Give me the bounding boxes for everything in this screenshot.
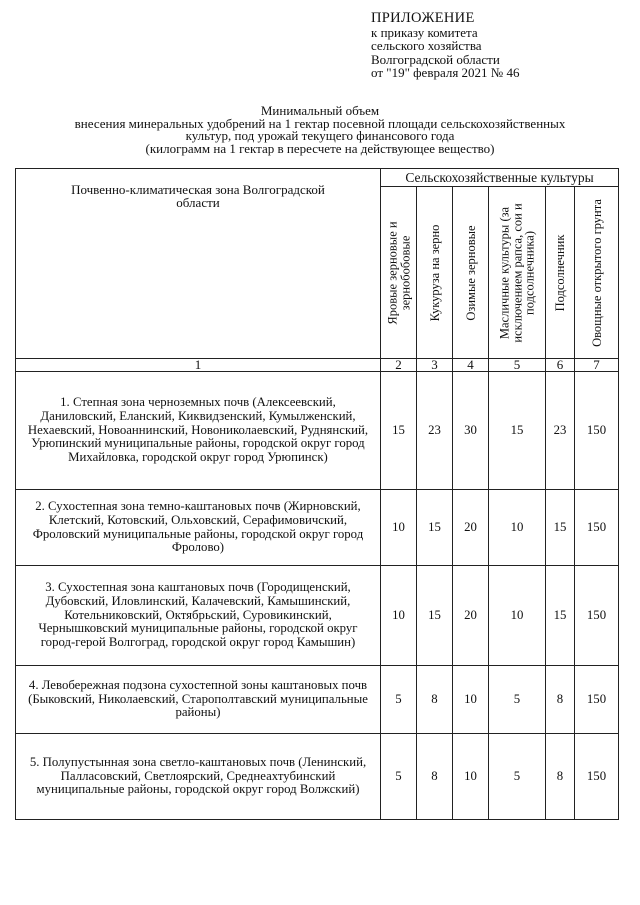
value-cell: 8 — [546, 666, 575, 734]
value-cell: 8 — [417, 734, 453, 820]
fertilizer-norms-table — [15, 168, 619, 820]
title-line: (килограмм на 1 гектар в пересчете на действующее вещество) — [145, 140, 495, 156]
value-cell: 23 — [417, 372, 453, 490]
appendix-date-line: от "19" февраля 2021 № 46 — [371, 65, 520, 80]
table-row — [16, 372, 619, 490]
title-line: Минимальный объем — [260, 103, 380, 118]
value-cell: 5 — [489, 734, 546, 820]
value-cell: 8 — [417, 666, 453, 734]
zone-cell: 4. Левобережная подзона сухостепной зоны каштановых почв (Быковский, Николаевский, Старополтавский муниципальные районы) — [16, 666, 381, 734]
crop-column-header: Масличные культуры (за исключением рапса, сои и подсолнечника) — [489, 187, 546, 359]
value-cell: 8 — [546, 734, 575, 820]
column-number: 5 — [489, 359, 546, 372]
value-cell: 15 — [381, 372, 417, 490]
title-line: культур, под урожай текущего финансового года — [185, 128, 455, 144]
value-cell: 10 — [381, 490, 417, 566]
value-cell: 23 — [546, 372, 575, 490]
table-row — [16, 566, 619, 666]
value-cell: 20 — [453, 490, 489, 566]
column-number: 1 — [16, 359, 381, 372]
crops-group-header: Сельскохозяйственные культуры — [381, 169, 619, 187]
value-cell: 150 — [575, 734, 619, 820]
column-number: 2 — [381, 359, 417, 372]
value-cell: 150 — [575, 666, 619, 734]
appendix-line: к приказу комитета — [371, 24, 478, 40]
value-cell: 30 — [453, 372, 489, 490]
document-title — [20, 105, 620, 155]
crop-column-header: Подсолнечник — [546, 187, 575, 359]
crop-column-header: Овощные открытого грунта — [575, 187, 619, 359]
value-cell: 150 — [575, 566, 619, 666]
appendix-block — [371, 12, 519, 80]
value-cell: 15 — [546, 566, 575, 666]
value-cell: 5 — [381, 666, 417, 734]
column-number: 3 — [417, 359, 453, 372]
table-row — [16, 490, 619, 566]
zone-column-header: Почвенно-климатическая зона Волгоградской области — [16, 169, 381, 359]
value-cell: 150 — [575, 490, 619, 566]
zone-cell: 3. Сухостепная зона каштановых почв (Городищенский, Дубовский, Иловлинский, Калачевский, Камышинский, Котельниковский, Октябрьский, Суровикинский, Чернышковский муниципальные районы, городской округ город-герой Волгоград, городской округ город Камышин) — [16, 566, 381, 666]
appendix-title: ПРИЛОЖЕНИЕ — [371, 10, 475, 26]
zone-cell: 1. Степная зона черноземных почв (Алексеевский, Даниловский, Еланский, Киквидзенский, Кумылженский, Нехаевский, Новоаннинский, Новониколаевский, Руднянский, Урюпинский муниципальные районы, городской округ город Михайловка, городской округ город Урюпинск) — [16, 372, 381, 490]
column-number: 4 — [453, 359, 489, 372]
value-cell: 20 — [453, 566, 489, 666]
zone-cell: 5. Полупустынная зона светло-каштановых почв (Ленинский, Палласовский, Светлоярский, Среднеахтубинский муниципальные районы, городской округ город Волжский) — [16, 734, 381, 820]
value-cell: 5 — [381, 734, 417, 820]
value-cell: 15 — [417, 566, 453, 666]
value-cell: 15 — [489, 372, 546, 490]
appendix-line: сельского хозяйства — [371, 38, 482, 53]
column-number: 6 — [546, 359, 575, 372]
value-cell: 10 — [489, 490, 546, 566]
value-cell: 10 — [381, 566, 417, 666]
value-cell: 150 — [575, 372, 619, 490]
crop-column-header: Озимые зерновые — [453, 187, 489, 359]
value-cell: 5 — [489, 666, 546, 734]
value-cell: 15 — [417, 490, 453, 566]
title-line: внесения минеральных удобрений на 1 гектар посевной площади сельскохозяйственных — [74, 115, 566, 131]
crop-column-header: Яровые зерновые и зернобобовые — [381, 187, 417, 359]
column-number: 7 — [575, 359, 619, 372]
zone-cell: 2. Сухостепная зона темно-каштановых почв (Жирновский, Клетский, Котовский, Ольховский, Серафимовичский, Фроловский муниципальные районы, городской округ город Фролово) — [16, 490, 381, 566]
column-number-row — [16, 359, 619, 372]
table-row — [16, 666, 619, 734]
value-cell: 10 — [453, 734, 489, 820]
appendix-line: Волгоградской области — [371, 51, 500, 67]
value-cell: 10 — [489, 566, 546, 666]
value-cell: 15 — [546, 490, 575, 566]
crop-column-header: Кукуруза на зерно — [417, 187, 453, 359]
table-row — [16, 734, 619, 820]
value-cell: 10 — [453, 666, 489, 734]
